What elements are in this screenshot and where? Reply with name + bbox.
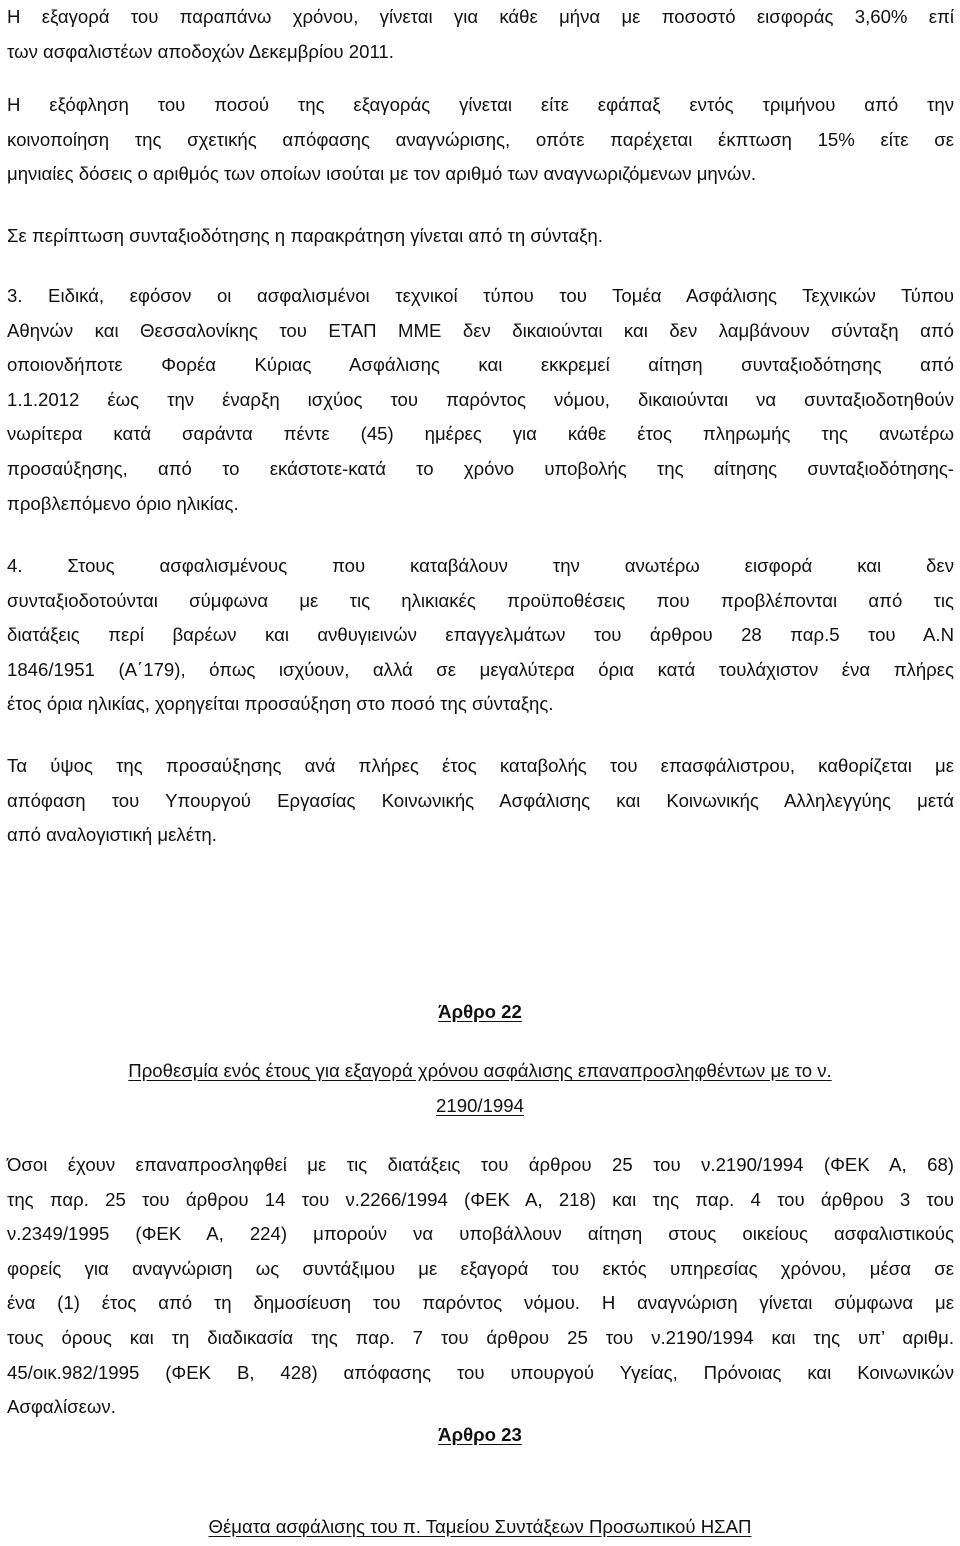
- text-line: 3. Ειδικά, εφόσον οι ασφαλισμένοι τεχνικοί τύπου του Τομέα Ασφάλισης Τεχνικών Τύπου: [7, 285, 954, 306]
- text-line: μηνιαίες δόσεις ο αριθμός των οποίων ισούται με τον αριθμό των αναγνωριζόμενων μηνών.: [7, 163, 757, 185]
- text-line: διατάξεις περί βαρέων και ανθυγιεινών επαγγελμάτων του άρθρου 28 παρ.5 του Α.Ν: [7, 624, 954, 646]
- article-22-body: [7, 1148, 954, 1425]
- text-line: των ασφαλιστέων αποδοχών Δεκεμβρίου 2011.: [7, 40, 394, 62]
- text-line: νωρίτερα κατά σαράντα πέντε (45) ημέρες για κάθε έτος πληρωμής της ανωτέρω: [7, 423, 954, 445]
- text-line: Ασφαλίσεων.: [7, 1396, 116, 1418]
- text-line: συνταξιοδοτούνται σύμφωνα με τις ηλικιακές προϋποθέσεις που προβλέπονται από τις: [7, 589, 954, 611]
- paragraph-purchase-rate: [7, 0, 954, 69]
- text-line: Όσοι έχουν επαναπροσληφθεί με τις διατάξεις του άρθρου 25 του ν.2190/1994 (ΦΕΚ Α, 68): [7, 1154, 954, 1175]
- text-line: ένα (1) έτος από τη δημοσίευση του παρόντος νόμου. Η αναγνώριση γίνεται σύμφωνα με: [7, 1292, 954, 1314]
- text-line: Η εξόφληση του ποσού της εξαγοράς γίνεται είτε εφάπαξ εντός τριμήνου από την: [7, 94, 954, 115]
- text-line: Σε περίπτωση συνταξιοδότησης η παρακράτηση γίνεται από τη σύνταξη.: [7, 225, 603, 246]
- article-22-title: [0, 1054, 960, 1123]
- article-23-title-line: Θέματα ασφάλισης του π. Ταμείου Συντάξεων Προσωπικού ΗΣΑΠ: [208, 1516, 752, 1537]
- article-22-heading: Άρθρο 22: [438, 1001, 522, 1022]
- text-line: 1846/1951 (Α΄179), όπως ισχύουν, αλλά σε μεγαλύτερα όρια κατά τουλάχιστον ένα πλήρες: [7, 658, 954, 680]
- paragraph-surcharge-amount: [7, 749, 954, 853]
- text-line: προσαύξησης, από το εκάστοτε-κατά το χρόνο υποβολής της αίτησης συνταξιοδότησης-: [7, 457, 954, 479]
- text-line: Αθηνών και Θεσσαλονίκης του ΕΤΑΠ ΜΜΕ δεν δικαιούνται και δεν λαμβάνουν σύνταξη από: [7, 319, 954, 341]
- article-22-title-line: 2190/1994: [436, 1094, 524, 1116]
- text-line: ν.2349/1995 (ΦΕΚ Α, 224) μπορούν να υποβάλλουν αίτηση στους οικείους ασφαλιστικούς: [7, 1223, 954, 1245]
- text-line: τους όρους και τη διαδικασία της παρ. 7 του άρθρου 25 του ν.2190/1994 και της υπ’ αριθμ.: [7, 1326, 954, 1348]
- paragraph-pension-withholding: [7, 219, 954, 254]
- text-line: 45/οικ.982/1995 (ΦΕΚ Β, 428) απόφασης του υπουργού Υγείας, Πρόνοιας και Κοινωνικών: [7, 1361, 954, 1383]
- article-23-title: [0, 1510, 960, 1545]
- text-line: 1.1.2012 έως την έναρξη ισχύος του παρόντος νόμου, δικαιούνται να συνταξιοδοτηθούν: [7, 388, 954, 410]
- text-line: 4. Στους ασφαλισμένους που καταβάλουν την ανωτέρω εισφορά και δεν: [7, 555, 954, 576]
- article-22-title-line: Προθεσμία ενός έτους για εξαγορά χρόνου ασφάλισης επαναπροσληφθέντων με το ν.: [128, 1060, 832, 1081]
- paragraph-payment: [7, 88, 954, 192]
- text-line: προβλεπόμενο όριο ηλικίας.: [7, 492, 239, 514]
- text-line: οποιονδήποτε Φορέα Κύριας Ασφάλισης και εκκρεμεί αίτηση συνταξιοδότησης από: [7, 354, 954, 376]
- paragraph-item-4: [7, 549, 954, 722]
- text-line: από αναλογιστική μελέτη.: [7, 824, 217, 846]
- text-line: έτος όρια ηλικίας, χορηγείται προσαύξηση στο ποσό της σύνταξης.: [7, 693, 554, 715]
- text-line: της παρ. 25 του άρθρου 14 του ν.2266/1994 (ΦΕΚ Α, 218) και της παρ. 4 του άρθρου 3 του: [7, 1188, 954, 1210]
- article-23-heading: Άρθρο 23: [438, 1424, 522, 1445]
- text-line: Τα ύψος της προσαύξησης ανά πλήρες έτος καταβολής του επασφάλιστρου, καθορίζεται με: [7, 755, 954, 776]
- text-line: κοινοποίηση της σχετικής απόφασης αναγνώρισης, οπότε παρέχεται έκπτωση 15% είτε σε: [7, 128, 954, 150]
- paragraph-item-3: [7, 279, 954, 521]
- text-line: Η εξαγορά του παραπάνω χρόνου, γίνεται για κάθε μήνα με ποσοστό εισφοράς 3,60% επί: [7, 6, 954, 27]
- text-line: απόφαση του Υπουργού Εργασίας Κοινωνικής Ασφάλισης και Κοινωνικής Αλληλεγγύης μετά: [7, 789, 954, 811]
- text-line: φορείς για αναγνώριση ως συντάξιμου με εξαγορά του εκτός υπηρεσίας χρόνου, μέσα σε: [7, 1257, 954, 1279]
